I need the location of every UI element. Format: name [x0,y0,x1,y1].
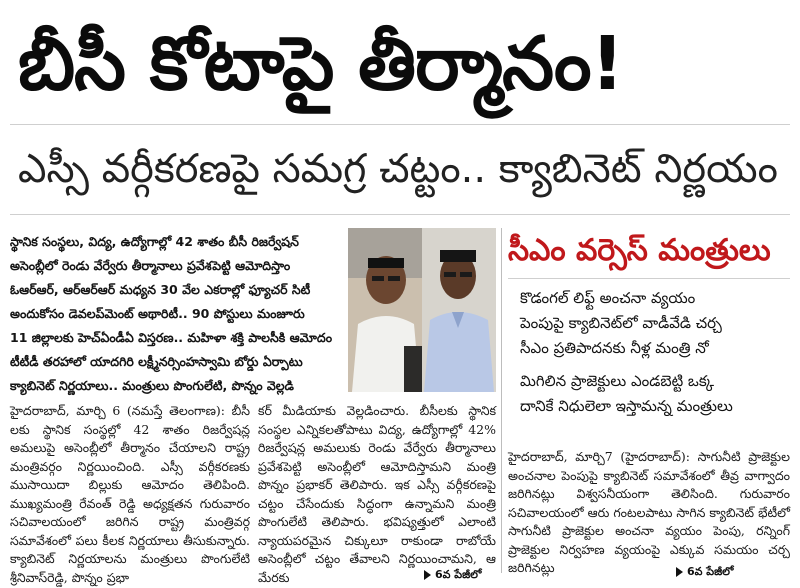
sidebar-line: సీఎం ప్రతిపాదనకు నీళ్ల మంత్రి నో [520,339,709,357]
highlight-item: అసెంబ్లీలో రెండు వేర్వేరు తీర్మానాలు ప్రవేశపెట్టి ఆమోదిస్తాం [10,258,291,273]
minister-photo-right [422,228,496,392]
sidebar-continued [676,565,734,581]
highlight-item: 11 జిల్లాలకు హెచ్‌ఏండీఏ విస్తరణ.. మహిళా శక్తి పాలసీకి ఆమోదం [10,330,333,345]
sidebar-heading: సీఎం వర్సెస్ మంత్రులు [508,233,771,268]
sidebar-body: హైదరాబాద్, మార్చి7 (హైదరాబాద్): సాగునీటి ప్రాజెక్టుల అంచనాల పెంపుపై క్యాబినెట్ సమావేశంలో తీవ్ర వాగ్వాదం జరిగినట్లు విశ్వసనీయంగా తెలిసింది. గురువారం సచివాలయంలో ఆరు గంటలపాటు సాగిన క్యాబినెట్ భేటీలో సాగునీటి ప్రాజెక్టుల అంచనా వ్యయం పెంపు, రన్నింగ్ ప్రాజెక్టుల నిర్వహణ వ్యయంపై ఎక్కువ సమయం చర్చ జరిగినట్లు [508,449,790,575]
headline-divider [10,124,790,125]
highlight-item: ఓఆర్ఆర్, ఆర్ఆర్ఆర్ మధ్యన 30 వేల ఎకరాల్లో ఫ్యూచర్ సిటీ [10,282,311,297]
sidebar-continued-label: 6వ పేజీలో [687,565,734,578]
minister-photo-left [348,228,424,392]
article-column-2: కర్ మీడియాకు వెల్లడించారు. బీసీలకు స్థానిక సంస్థల ఎన్నికలతోపాటు విద్య, ఉద్యోగాల్లో 42% రిజర్వేషన్ల అమలుకు రెండు వేర్వేరు తీర్మానాలు ప్రవేశపెట్టి అసెంబ్లీలో ఆమోదిస్తామని మంత్రి పొన్నం ప్రభాకర్ తెలిపారు. ఇక ఎస్సీ వర్గీకరణపై చట్టం చేసేందుకు సిద్ధంగా ఉన్నామని మంత్రి పొంగులేటి తెలిపారు. భవిష్యత్తులో ఎలాంటి న్యాయపరమైన చిక్కులూ రాకుండా రాబోయే అసెంబ్లీలో చట్టం తేవాలని నిర్ణయించామని, ఆ మేరకు [258,403,496,585]
sidebar-line: మిగిలిన ప్రాజెక్టులు ఎండబెట్టి ఒక్క [520,372,714,390]
subheadline-divider [10,214,790,215]
sidebar-line: పెంపుపై క్యాబినెట్‌లో వాడీవేడి చర్చ [520,314,722,332]
highlight-item: స్థానిక సంస్థలు, విద్య, ఉద్యోగాల్లో 42 శాతం బీసీ రిజర్వేషన్ [10,234,299,249]
article-continued-label: 6వ పేజీలో [435,568,482,581]
arrow-icon [424,570,431,580]
highlight-item: అందుకోసం డెవలప్‌మెంట్ అథారిటీ.. 90 పోస్టులు మంజూరు [10,306,305,321]
sidebar-line: కొడంగల్ లిఫ్ట్ అంచనా వ్యయం [520,289,696,307]
sidebar-line: దానికే నిధులెలా ఇస్తామన్న మంత్రులు [520,397,733,415]
arrow-icon [676,567,683,577]
highlight-item: క్యాబినెట్ నిర్ణయాలు.. మంత్రులు పొంగులేటి, పొన్నం వెల్లడి [10,378,294,393]
subheadline: ఎస్సీ వర్గీకరణపై సమగ్ర చట్టం.. క్యాబినెట్ నిర్ణయం [18,146,778,192]
column-divider [501,228,502,573]
highlights-list [10,230,344,398]
sidebar-highlights [520,286,790,419]
article-column-1: హైదరాబాద్, మార్చి 6 (నమస్తే తెలంగాణ): బీసీ లకు స్థానిక సంస్థల్లో 42 శాతం రిజర్వేషన్ల అమలుపై అసెంబ్లీలో తీర్మానం చేయాలని రాష్ట్ర మంత్రివర్గం నిర్ణయించింది. ఎస్సీ వర్గీకరణకు ముసాయిదా బిల్లుకు ఆమోదం తెలిపింది. ముఖ్యమంత్రి రేవంత్ రెడ్డి అధ్యక్షతన గురువారం సచివాలయంలో జరిగిన రాష్ట్ర మంత్రివర్గ సమావేశంలో పలు కీలక నిర్ణయాలు తీసుకున్నారు. క్యాబినెట్ నిర్ణయాలను మంత్రులు పొంగులేటి శ్రీనివాస్‌రెడ్డి, పొన్నం ప్రభా [10,403,250,585]
headline: బీసీ కోటాపై తీర్మానం! [18,21,624,107]
highlight-item: టీటీడీ తరహాలో యాదగిరి లక్ష్మీనర్సింహస్వామి బోర్డు ఏర్పాటు [10,354,303,369]
sidebar-heading-rule [508,278,790,279]
article-continued [424,568,482,584]
